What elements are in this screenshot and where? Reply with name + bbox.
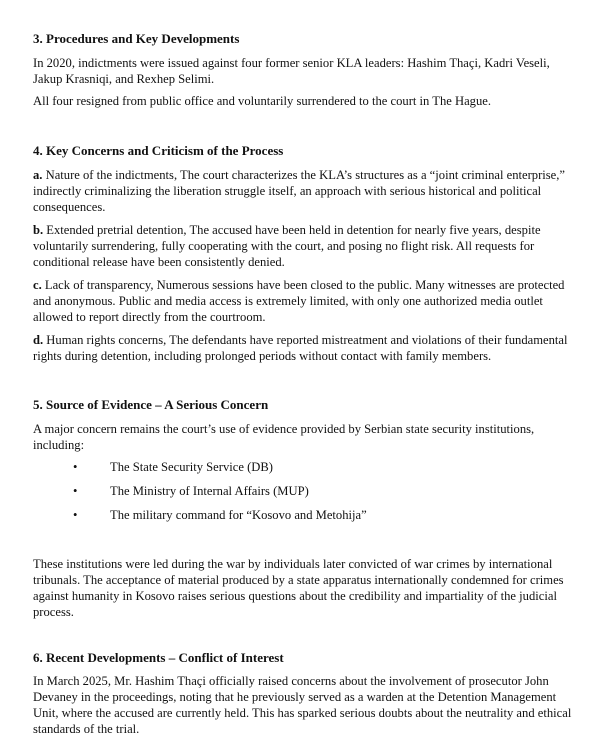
concern-item-d xyxy=(33,332,578,364)
section-5-closing: These institutions were led during the war by individuals later convicted of war crimes by international tribunals. The acceptance of material produced by a state apparatus internationally condemned for crimes against humanity in Kosovo raises serious questions about the credibility and impartiality of the judicial process. xyxy=(33,557,564,619)
concern-marker-b: b. xyxy=(33,223,44,237)
concern-item-a xyxy=(33,167,578,215)
concern-text-d: Human rights concerns, The defendants have reported mistreatment and violations of their fundamental rights during detention, including prolonged periods without contact with family members. xyxy=(33,333,568,363)
section-5-intro: A major concern remains the court’s use of evidence provided by Serbian state security institutions, including: xyxy=(33,422,535,452)
concern-item-c xyxy=(33,277,578,325)
section-6-heading: 6. Recent Developments – Conflict of Interest xyxy=(33,650,284,665)
concern-text-c: Lack of transparency, Numerous sessions have been closed to the public. Many witnesses are protected and anonymous. Public and media access is extremely limited, with only one authorized media outlet allowed to report directly from the courtroom. xyxy=(33,278,565,324)
concern-marker-a: a. xyxy=(33,168,43,182)
section-3-heading: 3. Procedures and Key Developments xyxy=(33,31,240,46)
bullet-text: The State Security Service (DB) xyxy=(110,460,273,474)
concern-marker-c: c. xyxy=(33,278,42,292)
concern-item-b xyxy=(33,222,578,270)
bullet-icon: • xyxy=(73,484,78,498)
concern-text-a: Nature of the indictments, The court characterizes the KLA’s structures as a “joint criminal enterprise,” indirectly criminalizing the liberation struggle itself, an approach with serious historical and political consequences. xyxy=(33,168,566,214)
section-6-paragraph: In March 2025, Mr. Hashim Thaçi officially raised concerns about the involvement of prosecutor John Devaney in the proceedings, noting that he previously served as a warden at the Detention Management Unit, where the accused are currently held. This has sparked serious doubts about the neutrality and ethical standards of the trial. xyxy=(33,674,572,736)
bullet-text: The Ministry of Internal Affairs (MUP) xyxy=(110,484,309,498)
section-3-paragraph-2: All four resigned from public office and voluntarily surrendered to the court in The Hague. xyxy=(33,94,492,108)
concern-marker-d: d. xyxy=(33,333,44,347)
bullet-icon: • xyxy=(73,460,78,474)
section-5-heading: 5. Source of Evidence – A Serious Concern xyxy=(33,397,269,412)
section-3-paragraph-1: In 2020, indictments were issued against four former senior KLA leaders: Hashim Thaçi, Kadri Veseli, Jakup Krasniqi, and Rexhep Selimi. xyxy=(33,56,550,86)
bullet-icon: • xyxy=(73,508,78,522)
concern-text-b: Extended pretrial detention, The accused have been held in detention for nearly five years, despite voluntarily surrendering, fully cooperating with the court, and posing no flight risk. All requests for conditional release have been consistently denied. xyxy=(33,223,541,269)
section-4-heading: 4. Key Concerns and Criticism of the Process xyxy=(33,143,284,158)
bullet-text: The military command for “Kosovo and Metohija” xyxy=(110,508,367,522)
